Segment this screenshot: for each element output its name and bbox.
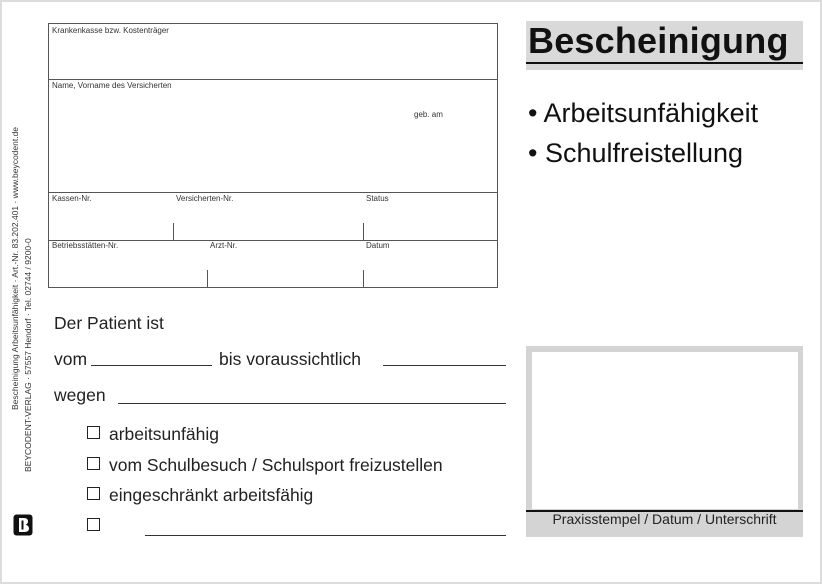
vom-date-line[interactable] — [91, 365, 212, 366]
betriebsstaetten-nr-label: Betriebsstätten-Nr. — [52, 241, 119, 250]
checkbox-schulbesuch[interactable] — [87, 457, 100, 470]
checkbox-arbeitsunfaehig[interactable] — [87, 426, 100, 439]
field-separator — [363, 223, 364, 240]
checkbox-eingeschraenkt[interactable] — [87, 487, 100, 500]
divider — [49, 79, 497, 80]
title-underline — [526, 62, 803, 64]
option-eingeschraenkt: eingeschränkt arbeitsfähig — [109, 485, 314, 505]
option-arbeitsunfaehig: arbeitsunfähig — [109, 424, 219, 444]
bis-label: bis voraussichtlich — [219, 349, 361, 369]
wegen-label: wegen — [54, 385, 106, 405]
name-label: Name, Vorname des Versicherten — [52, 81, 172, 90]
birthdate-label: geb. am — [414, 110, 443, 119]
versicherten-nr-label: Versicherten-Nr. — [176, 194, 234, 203]
field-separator — [363, 270, 364, 287]
publisher-logo-icon — [13, 514, 33, 536]
krankenkasse-label: Krankenkasse bzw. Kostenträger — [52, 26, 169, 35]
bullet-arbeitsunfaehigkeit: • Arbeitsunfähigkeit — [528, 98, 759, 128]
arzt-nr-label: Arzt-Nr. — [210, 241, 238, 250]
page-title: Bescheinigung — [528, 20, 789, 61]
field-separator — [173, 223, 174, 240]
stamp-caption: Praxisstempel / Datum / Unterschrift — [552, 511, 777, 527]
divider — [49, 192, 497, 193]
stamp-area[interactable] — [532, 352, 798, 509]
datum-label: Datum — [366, 241, 390, 250]
bullet-schulfreistellung: • Schulfreistellung — [528, 138, 744, 168]
patient-text: Der Patient ist — [54, 313, 164, 333]
bis-date-line[interactable] — [383, 365, 506, 366]
status-label: Status — [366, 194, 389, 203]
publisher-info-line1: Bescheinigung Arbeitsunfähigkeit · Art.-Nr. 83.202.401 · www.beycodent.de — [10, 126, 20, 410]
field-separator — [207, 270, 208, 287]
wegen-reason-line[interactable] — [118, 403, 506, 404]
vom-label: vom — [54, 349, 88, 369]
kassen-nr-label: Kassen-Nr. — [52, 194, 92, 203]
other-reason-line[interactable] — [145, 535, 506, 536]
publisher-info-line2: BEYCODENT-VERLAG · 57557 Hendorf · Tel. 02744 / 9200-0 — [23, 238, 33, 472]
checkbox-other[interactable] — [87, 518, 100, 531]
insurance-data-box — [48, 23, 498, 288]
option-schulbesuch: vom Schulbesuch / Schulsport freizustellen — [109, 455, 443, 475]
